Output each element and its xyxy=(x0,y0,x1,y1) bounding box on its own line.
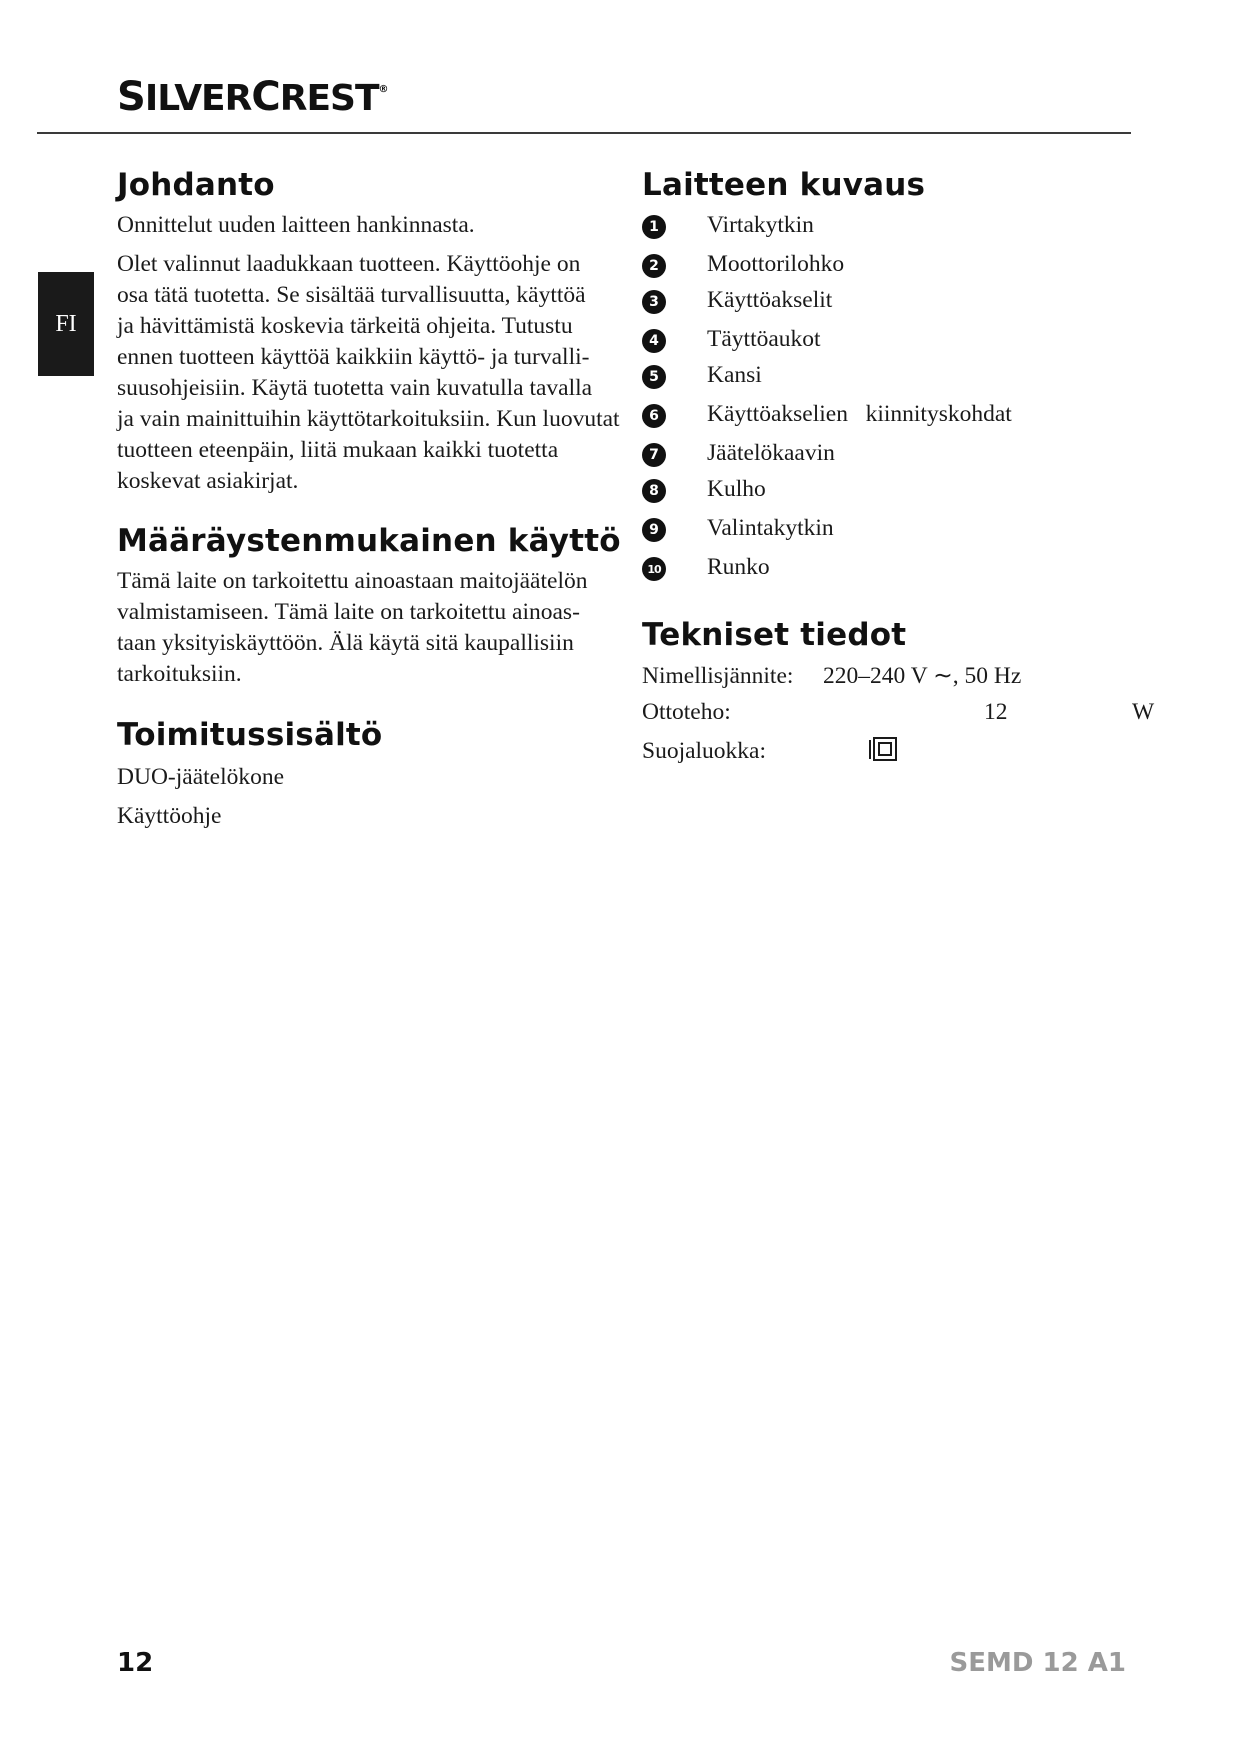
voltage-label: Nimellisjännite: xyxy=(642,663,794,689)
intended-use-heading: Määräystenmukainen käyttö xyxy=(117,523,621,559)
intro-paragraph-1: Onnittelut uuden laitteen hankinnasta. xyxy=(117,212,475,238)
voltage-value: 220–240 V ∼, 50 Hz xyxy=(823,663,1022,689)
part-number-badge: 6 xyxy=(642,404,666,428)
part-number-badge: 9 xyxy=(642,518,666,542)
part-number-badge: 2 xyxy=(642,254,666,278)
intro-line: osa tätä tuotetta. Se sisältää turvallisuutta, käyttöä xyxy=(117,282,586,308)
intro-line: Olet valinnut laadukkaan tuotteen. Käyttöohje on xyxy=(117,251,581,277)
part-label: Kansi xyxy=(707,362,762,388)
part-label: Käyttöakselit xyxy=(707,287,833,313)
language-tab: FI xyxy=(38,272,94,376)
part-label: Valintakytkin xyxy=(707,515,834,541)
part-label: Kulho xyxy=(707,476,766,502)
part-number-badge: 7 xyxy=(642,443,666,467)
delivery-item: Käyttöohje xyxy=(117,803,222,829)
intro-line: ja vain mainittuihin käyttötarkoituksiin. Kun luovutat xyxy=(117,406,620,432)
part-number-badge: 1 xyxy=(642,215,666,239)
protection-class-ii-icon xyxy=(867,736,899,762)
part-label: Jäätelökaavin xyxy=(707,440,835,466)
intro-heading: Johdanto xyxy=(117,167,275,203)
protection-class-label: Suojaluokka: xyxy=(642,738,767,764)
intended-use-paragraph xyxy=(117,566,587,690)
use-line: tarkoituksiin. xyxy=(117,661,242,687)
description-heading: Laitteen kuvaus xyxy=(642,167,926,203)
use-line: Tämä laite on tarkoitettu ainoastaan maitojäätelön xyxy=(117,568,588,594)
model-number: SEMD 12 A1 xyxy=(949,1648,1126,1678)
power-unit: W xyxy=(1132,699,1155,725)
part-number-badge: 4 xyxy=(642,329,666,353)
delivery-item: DUO-jäätelökone xyxy=(117,764,285,790)
part-number-badge: 3 xyxy=(642,290,666,314)
page-number: 12 xyxy=(117,1648,154,1678)
part-label: Runko xyxy=(707,554,770,580)
intro-line: koskevat asiakirjat. xyxy=(117,468,299,494)
delivery-heading: Toimitussisältö xyxy=(117,717,383,753)
part-number-badge: 8 xyxy=(642,479,666,503)
intro-line: ennen tuotteen käyttöä kaikkiin käyttö- ja turvalli- xyxy=(117,344,590,370)
part-label: Täyttöaukot xyxy=(707,326,821,352)
header-rule xyxy=(37,132,1131,134)
part-label: Virtakytkin xyxy=(707,212,814,238)
part-number-badge: 10 xyxy=(642,557,666,581)
technical-data-heading: Tekniset tiedot xyxy=(642,617,907,653)
brand-logo: SILVERCREST® xyxy=(117,74,388,120)
intro-line: suusohjeisiin. Käytä tuotetta vain kuvatulla tavalla xyxy=(117,375,593,401)
intro-paragraph-2 xyxy=(117,249,620,497)
part-label: Moottorilohko xyxy=(707,251,845,277)
power-value: 12 xyxy=(984,699,1008,725)
part-number-badge: 5 xyxy=(642,365,666,389)
part-label: Käyttöakselien kiinnityskohdat xyxy=(707,401,1012,427)
power-label: Ottoteho: xyxy=(642,699,731,725)
intro-line: tuotteen eteenpäin, liitä mukaan kaikki tuotetta xyxy=(117,437,559,463)
use-line: taan yksityiskäyttöön. Älä käytä sitä kaupallisiin xyxy=(117,630,574,656)
use-line: valmistamiseen. Tämä laite on tarkoitettu ainoas- xyxy=(117,599,580,625)
intro-line: ja hävittämistä koskevia tärkeitä ohjeita. Tutustu xyxy=(117,313,573,339)
